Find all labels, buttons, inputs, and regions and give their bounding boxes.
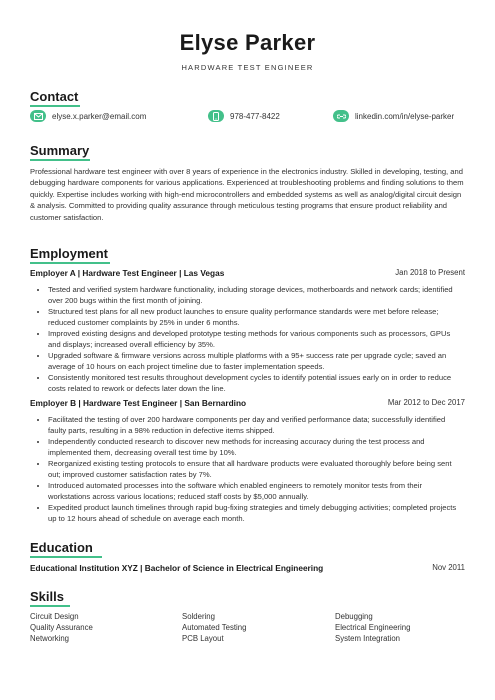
skill-item: Automated Testing — [182, 623, 247, 632]
education-entry — [30, 563, 465, 575]
contact-email[interactable] — [30, 110, 146, 122]
education-date: Nov 2011 — [432, 563, 465, 572]
skill-item: System Integration — [335, 634, 401, 643]
section-heading-skills — [30, 589, 64, 604]
section-underline — [30, 262, 110, 264]
job-bullet: • Improved existing designs and developed prototype testing methods for various components such as processors, GPUs and displays; increased overall efficiency by 35%. — [48, 328, 465, 350]
job-bullet-list — [30, 414, 465, 524]
job-employer-title: Employer A | Hardware Test Engineer | Las Vegas — [30, 268, 225, 278]
contact-linkedin-text: linkedin.com/in/elyse-parker — [355, 111, 455, 121]
job-bullet: • Consistently monitored test results throughout development cycles to identify potential issues early on in order to reduce costs related to rework or defects later down the line. — [48, 372, 465, 394]
section-heading-employment — [30, 246, 108, 261]
section-heading-summary-text: Summary — [30, 143, 90, 158]
contact-phone[interactable] — [208, 110, 280, 122]
job-bullet: • Structured test plans for all new product launches to ensure quality performance standards were met before release; reduced customer complaints by 25% in under 6 months. — [48, 306, 465, 328]
section-heading-skills-text: Skills — [30, 589, 64, 604]
job-title: HARDWARE TEST ENGINEER — [181, 63, 314, 72]
phone-icon — [208, 110, 224, 122]
job-dates: Mar 2012 to Dec 2017 — [387, 398, 465, 407]
job-employer-title: Employer B | Hardware Test Engineer | San Bernardino — [30, 398, 247, 408]
section-underline — [30, 556, 102, 558]
section-heading-contact-text: Contact — [30, 89, 79, 104]
education-degree: Educational Institution XYZ | Bachelor of Science in Electrical Engineering — [30, 563, 324, 573]
job-header — [30, 268, 465, 280]
job-bullet: • Expedited product launch timelines through rapid bug-fixing strategies and timely debugging activities; completed projects up to 12 hours ahead of schedule on average each month. — [48, 502, 465, 524]
job-bullet: • Tested and verified system hardware functionality, including storage devices, motherboards and network cards; identified over 200 bugs within the first month of joining. — [48, 284, 465, 306]
skill-item: Electrical Engineering — [335, 623, 411, 632]
skill-item: Quality Assurance — [30, 623, 93, 632]
job-bullet: • Introduced automated processes into the software which enabled engineers to remotely monitor tests from their workstations across various locations; reduced staff costs by $5,000 annually. — [48, 480, 465, 502]
job-bullet-list — [30, 284, 465, 394]
section-underline — [30, 159, 90, 161]
job-dates: Jan 2018 to Present — [395, 268, 465, 277]
envelope-icon — [30, 110, 46, 122]
job-bullet: • Reorganized existing testing protocols to ensure that all hardware products were evaluated thoroughly before being sent out; improved customer satisfaction rates by 7%. — [48, 458, 465, 480]
job-bullet: • Facilitated the testing of over 200 hardware components per day and verified performance data; successfully identified faulty parts, resulting in a 98% reduction in defective items shipped. — [48, 414, 465, 436]
summary-paragraph: Professional hardware test engineer with over 8 years of experience in the electronics industry. Skilled in developing, testing, and debugging hardware components for various applications. Experienced at troubleshooting problems and finding solutions to them quickly. Expertise includes working with high-end microcontrollers and embedded systems as well as analog/digital circuit design & analysis. Committed to providing quality assurance through meticulous testing programs that ensure product reliability and customer satisfaction. — [30, 167, 464, 222]
section-underline — [30, 605, 70, 607]
skill-item: Circuit Design — [30, 612, 79, 621]
skill-item: PCB Layout — [182, 634, 224, 643]
contact-email-text: elyse.x.parker@email.com — [52, 111, 147, 121]
section-heading-contact — [30, 89, 78, 104]
section-heading-summary — [30, 143, 89, 158]
section-underline — [30, 105, 80, 107]
skill-item: Debugging — [335, 612, 373, 621]
section-heading-education-text: Education — [30, 540, 93, 555]
contact-row — [30, 110, 465, 126]
job-bullet: • Upgraded software & firmware versions across multiple platforms with a 95+ success rate per upgrade cycle; saved an average of 10 hours on each project timeline due to faster implementation speeds. — [48, 350, 465, 372]
skill-item: Soldering — [182, 612, 215, 621]
linkedin-icon — [333, 110, 349, 122]
section-heading-education — [30, 540, 93, 555]
contact-phone-text: 978-477-8422 — [230, 111, 280, 121]
skill-item: Networking — [30, 634, 69, 643]
section-heading-employment-text: Employment — [30, 246, 109, 261]
candidate-name: Elyse Parker — [179, 30, 316, 55]
job-header — [30, 398, 465, 410]
job-bullet: • Independently conducted research to discover new methods for increasing accuracy during the test process and implemented them, decreasing overall test time by 10%. — [48, 436, 465, 458]
contact-linkedin[interactable] — [333, 110, 454, 122]
